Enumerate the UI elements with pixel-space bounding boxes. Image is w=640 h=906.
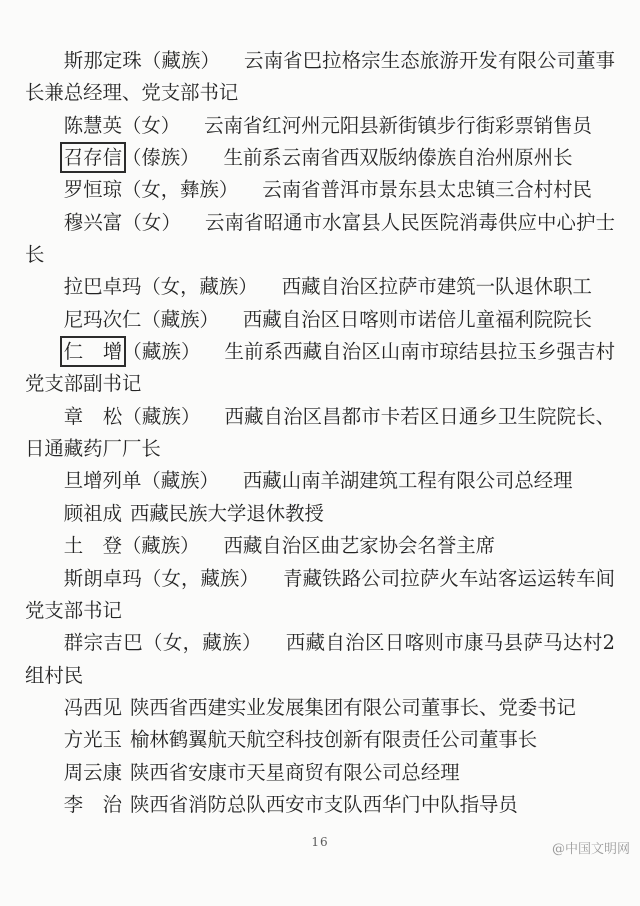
honoree-title-description: 榆林鹤翼航天航空科技创新有限责任公司董事长	[129, 728, 538, 752]
honoree-title-description: 西藏自治区日喀则市康马县萨马达村2组村民	[25, 631, 616, 687]
honoree-name: 陈慧英	[63, 113, 122, 137]
honoree-gender-ethnic-note: （藏族）	[122, 404, 201, 428]
honoree-title-description: 云南省昭通市水富县人民医院消毒供应中心护士长	[25, 210, 615, 267]
honoree-gender-ethnic-note: （藏族）	[141, 469, 219, 493]
honoree-title-description: 生前系西藏自治区山南市琼结县拉玉乡强吉村党支部副书记	[25, 340, 615, 396]
honoree-title-description: 生前系云南省西双版纳傣族自治州原州长	[223, 146, 573, 170]
honoree-gender-ethnic-note: （女，彝族）	[121, 178, 239, 202]
honoree-name: 穆兴富	[63, 210, 123, 234]
honoree-name: 罗恒琼	[63, 178, 122, 202]
honoree-entry	[25, 45, 615, 110]
honoree-gender-ethnic-note: （藏族）	[121, 534, 200, 558]
honoree-entry	[25, 465, 615, 497]
honoree-title-description: 云南省普洱市景东县太忠镇三合村村民	[262, 178, 592, 202]
honoree-entry	[25, 142, 615, 174]
honoree-title-description: 西藏自治区日喀则市诺倍儿童福利院院长	[242, 307, 592, 331]
honoree-entry	[25, 110, 615, 142]
honoree-title-description: 陕西省安康市天星商贸有限公司总经理	[129, 760, 460, 784]
honoree-name-deceased-box: 召存信	[63, 146, 122, 170]
honoree-name: 拉巴卓玛	[63, 275, 142, 299]
honoree-entry	[25, 724, 615, 756]
honoree-list	[25, 45, 615, 821]
honoree-entry	[25, 692, 615, 724]
honoree-entry	[25, 498, 615, 530]
honoree-gender-ethnic-note: （藏族）	[122, 340, 201, 364]
honoree-title-description: 西藏自治区昌都市卡若区日通乡卫生院院长、日通藏药厂厂长	[25, 404, 615, 461]
honoree-name: 土 登	[63, 534, 122, 558]
honoree-title-description: 西藏民族大学退休教授	[129, 501, 324, 525]
honoree-name: 冯西见	[63, 695, 122, 719]
honoree-entry	[25, 627, 615, 692]
watermark: @中国文明网	[551, 842, 630, 857]
honoree-title-description: 陕西省消防总队西安市支队西华门中队指导员	[129, 792, 518, 816]
honoree-name: 章 松	[63, 404, 123, 428]
honoree-gender-ethnic-note: （女，藏族）	[141, 566, 260, 590]
honoree-entry	[25, 271, 615, 303]
honoree-gender-ethnic-note: （藏族）	[141, 307, 219, 331]
honoree-name: 尼玛次仁	[63, 307, 142, 331]
honoree-name: 李 治	[63, 792, 122, 816]
honoree-name: 斯那定珠	[63, 49, 142, 72]
honoree-title-description: 西藏山南羊湖建筑工程有限公司总经理	[242, 469, 573, 493]
honoree-entry	[25, 789, 615, 821]
honoree-gender-ethnic-note: （女，藏族）	[143, 631, 262, 655]
honoree-entry	[25, 563, 615, 628]
honoree-name: 斯朗卓玛	[63, 566, 142, 590]
honoree-gender-ethnic-note: （女）	[121, 113, 181, 137]
honoree-entry	[25, 757, 615, 789]
honoree-entry	[25, 304, 615, 336]
honoree-gender-ethnic-note: （女，藏族）	[141, 275, 258, 299]
honoree-entry	[25, 530, 615, 562]
honoree-title-description: 陕西省西建实业发展集团有限公司董事长、党委书记	[129, 695, 576, 719]
honoree-title-description: 西藏自治区曲艺家协会名誉主席	[223, 534, 495, 558]
honoree-title-description: 西藏自治区拉萨市建筑一队退休职工	[281, 275, 592, 299]
honoree-name: 群宗吉巴	[63, 631, 144, 655]
honoree-gender-ethnic-note: （傣族）	[121, 146, 200, 170]
honoree-gender-ethnic-note: （藏族）	[141, 49, 221, 72]
honoree-title-description: 青藏铁路公司拉萨火车站客运运转车间党支部书记	[25, 566, 615, 622]
honoree-gender-ethnic-note: （女）	[122, 210, 181, 234]
page-number: 16	[311, 835, 329, 849]
honoree-entry	[25, 336, 615, 401]
honoree-name: 顾祖成	[63, 501, 122, 525]
honoree-name: 旦增列单	[63, 469, 142, 493]
honoree-entry	[25, 174, 615, 206]
honoree-name: 周云康	[63, 760, 122, 784]
honoree-entry	[25, 401, 615, 466]
honoree-name-deceased-box: 仁 增	[63, 340, 123, 364]
honoree-title-description: 云南省巴拉格宗生态旅游开发有限公司董事长兼总经理、党支部书记	[25, 49, 615, 105]
honoree-entry	[25, 207, 615, 272]
honoree-title-description: 云南省红河州元阳县新街镇步行街彩票销售员	[204, 113, 592, 137]
honoree-name: 方光玉	[63, 728, 122, 752]
